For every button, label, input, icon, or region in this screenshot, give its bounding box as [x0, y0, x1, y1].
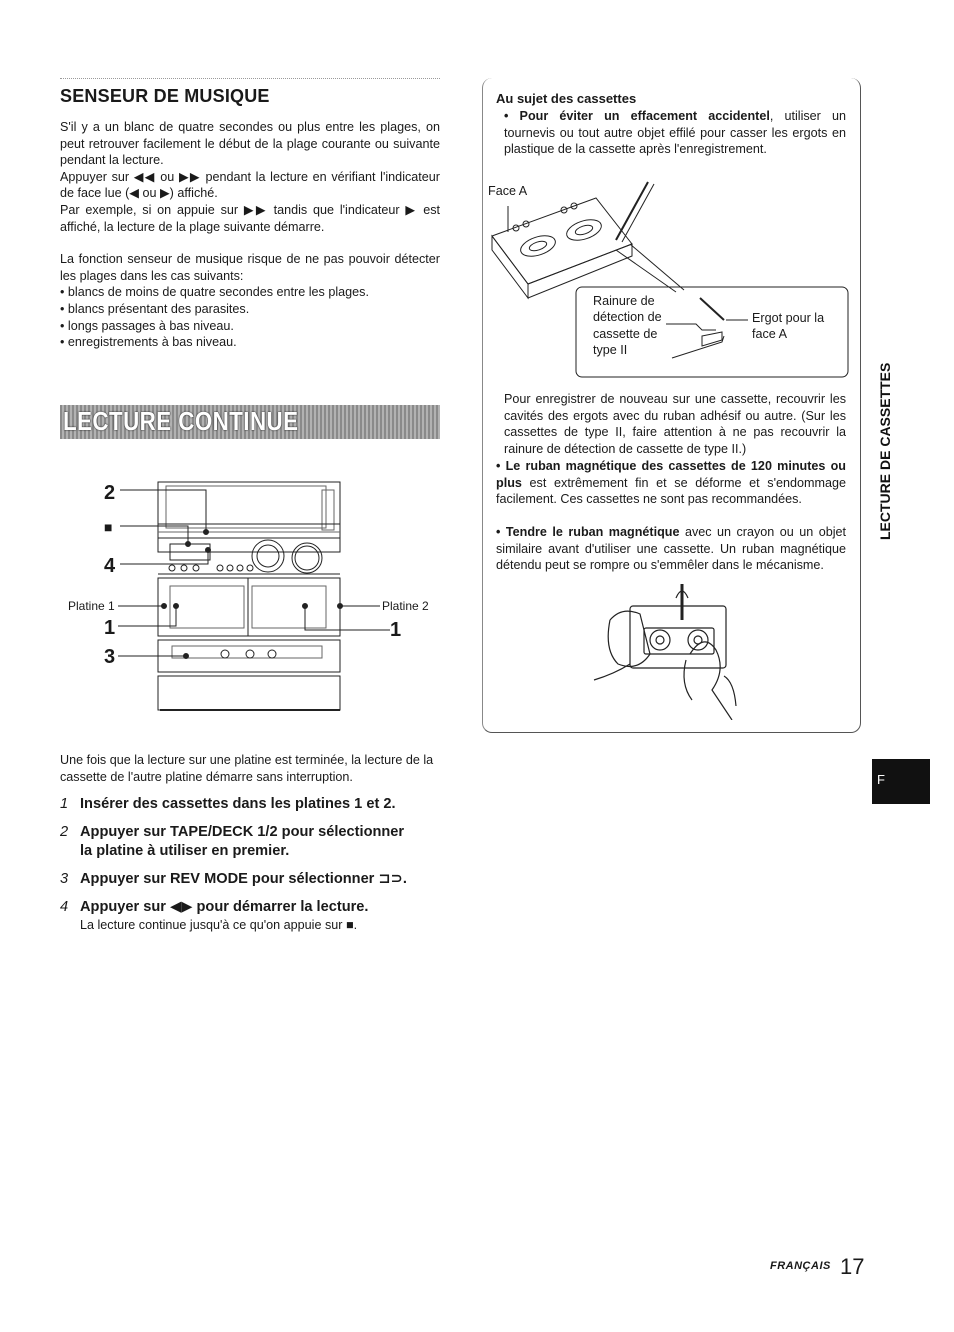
senseur-body [60, 119, 440, 351]
lecture-continue-intro: Une fois que la lecture sur une platine est terminée, la lecture de la cassette de l'autre platine démarre sans interruption. [60, 753, 434, 784]
rainure-label-line: détection de [593, 310, 662, 324]
language-tab: F [872, 759, 930, 804]
cassette-deck-unit [158, 578, 340, 636]
section-title-lecture-continue: LECTURE CONTINUE [63, 406, 299, 436]
step-4: 4 Appuyer sur ◀▶ pour démarrer la lecture. [60, 899, 369, 915]
diagram-label-1-left: 1 [104, 617, 116, 639]
jog-dial [292, 543, 322, 573]
footer-language: FRANÇAIS [770, 1260, 831, 1272]
screwdriver-icon [616, 182, 648, 240]
callout-line-1-right [305, 606, 390, 630]
diagram-label-1-right: 1 [390, 619, 402, 641]
callout-line-stop [120, 526, 188, 544]
svg-text:LECTURE DE CASSETTES: LECTURE DE CASSETTES [877, 362, 893, 540]
stereo-system-diagram [60, 470, 440, 720]
cassette-bullet-2: • Le ruban magnétique des cassettes de 120 minutes ou plus est extrêmement fin et se déforme et s'endommage facilement. Ces cassettes ne sont pas recommandées. [496, 459, 846, 507]
diagram-label-platine2: Platine 2 [382, 599, 429, 613]
cassette-illustration [486, 180, 856, 380]
top-rule [60, 78, 440, 80]
ergot-label-line: face A [752, 327, 788, 341]
cassette-box-title: Au sujet des cassettes [496, 91, 637, 106]
senseur-bullet: • blancs présentant des parasites. [60, 301, 250, 316]
diagram-label-2: 2 [104, 482, 116, 504]
face-a-label: Face A [488, 184, 528, 198]
step-2: 2 Appuyer sur TAPE/DECK 1/2 pour sélectionner la platine à utiliser en premier. [60, 824, 405, 859]
diagram-label-stop: ■ [104, 519, 113, 535]
step-3: 3 Appuyer sur REV MODE pour sélectionner ⊐⊃. [60, 871, 407, 887]
senseur-paragraph-1: S'il y a un blanc de quatre secondes ou plus entre les plages, on peut retrouver facilement le début de la plage courante ou suivante pendant la lecture. [60, 120, 440, 168]
senseur-paragraph-2: Appuyer sur ◀◀ ou ▶▶ pendant la lecture en vérifiant l'indicateur de face lue (◀ ou ▶) affiché. [60, 169, 440, 201]
senseur-bullet: • enregistrements à bas niveau. [60, 335, 237, 350]
senseur-bullet: • blancs de moins de quatre secondes entre les plages. [60, 285, 369, 300]
diagram-label-platine1: Platine 1 [68, 599, 115, 613]
senseur-paragraph-4: La fonction senseur de musique risque de ne pas pouvoir détecter les plages dans les cas suivants: [60, 252, 440, 283]
callout-line-1-left [118, 606, 176, 626]
cassette-bullet-1: • Pour éviter un effacement accidentel, utiliser un tournevis ou tout autre objet effilé pour casser les ergots en plastique de la cassette après l'enregistrement. [504, 109, 847, 157]
rainure-label-line: Rainure de [593, 294, 655, 308]
cassette-paragraph-2: Pour enregistrer de nouveau sur une cassette, recouvrir les cavités des ergots avec du ruban adhésif ou autre. (Sur les cassettes de type II, faire attention à ne pas recouvrir la rainure de détection de cassette de type II.) [504, 392, 846, 456]
rainure-label-line: cassette de [593, 327, 658, 341]
sidebar-section-label [875, 300, 895, 540]
section-banner-lecture-continue [60, 405, 440, 439]
senseur-bullet: • longs passages à bas niveau. [60, 318, 234, 333]
ergot-label-line: Ergot pour la [752, 311, 825, 325]
step-1: 1 Insérer des cassettes dans les platines 1 et 2. [60, 796, 396, 812]
cassette-bullet-3: • Tendre le ruban magnétique avec un crayon ou un objet similaire avant d'utiliser une cassette. Un ruban magnétique détendu peut se rompre ou s'emmêler dans le mécanisme. [496, 525, 846, 573]
rainure-label-line: type II [593, 343, 628, 357]
display-panel [158, 482, 340, 552]
section-title-senseur: SENSEUR DE MUSIQUE [60, 86, 270, 106]
page-number: 17 [840, 1254, 865, 1279]
diagram-label-3: 3 [104, 646, 116, 668]
tape-tightening-illustration [590, 580, 760, 720]
senseur-paragraph-3: Par exemple, si on appuie sur ▶▶ tandis que l'indicateur ▶ est affiché, la lecture de la plage suivante démarre. [60, 202, 440, 234]
step-4-note: La lecture continue jusqu'à ce qu'on appuie sur ■. [80, 918, 358, 932]
diagram-label-4: 4 [104, 555, 116, 577]
